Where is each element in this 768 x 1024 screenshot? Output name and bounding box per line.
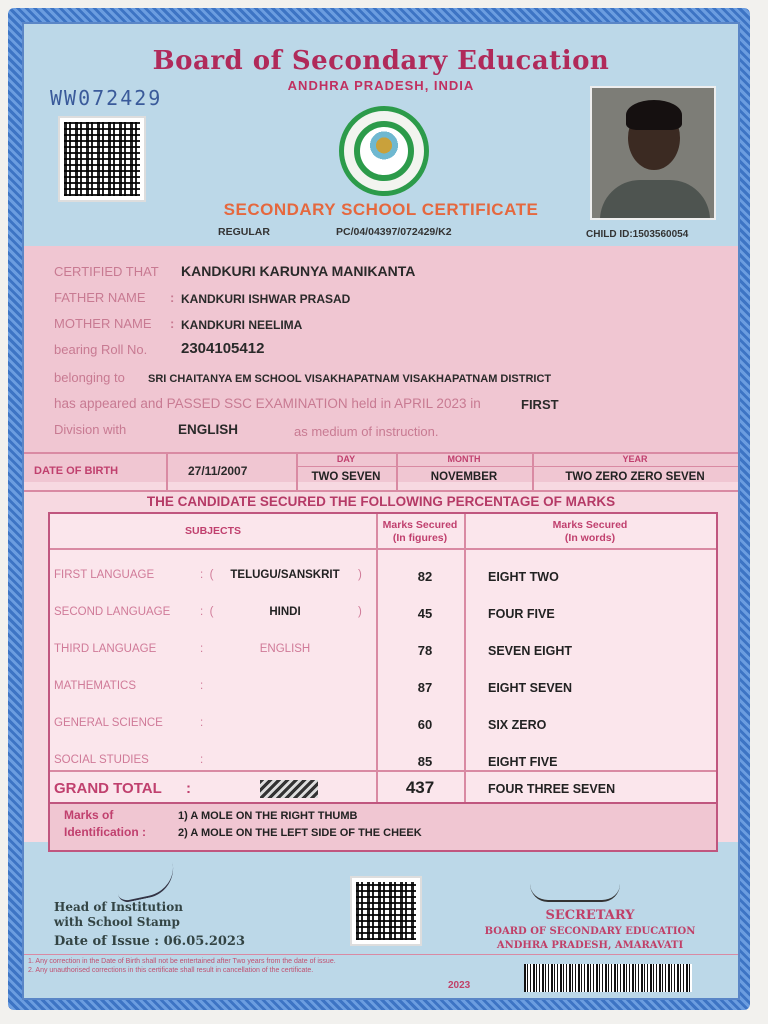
serial-number: WW072429 [50, 86, 163, 110]
subject-language: ENGLISH [259, 643, 311, 655]
ident-label-2: Identification : [64, 825, 146, 839]
headmistress-signature-icon [113, 860, 178, 904]
exam-type: REGULAR [218, 226, 270, 238]
day-label: DAY [336, 454, 356, 464]
col-words-1: Marks Secured [552, 519, 628, 531]
col-words-2: (In words) [564, 532, 616, 544]
marks-words: SEVEN EIGHT [488, 644, 573, 658]
school-stamp-label: with School Stamp [54, 915, 180, 929]
month-label: MONTH [447, 454, 481, 464]
passed-text: has appeared and PASSED SSC EXAMINATION held in APRIL 2023 in [54, 396, 481, 411]
board-subtitle: ANDHRA PRADESH, INDIA [287, 78, 475, 93]
certificate: Board of Secondary Education ANDHRA PRADESH, INDIA WW072429 SECONDARY SCHOOL CERTIFICATE REGULAR PC/04/04397/072429/K2 CHILD ID:1503560054 CERTIFIED THAT KANDKURI KARUNYA MANIKANTA FATHER NAME : KANDKURI ISHWAR PRASAD MOTHER NAME : KANDKURI NEELIMA bearing Roll No. 2304105412 belonging to SRI CHAITANYA EM SCHOOL VISAKHAPATNAM VISAKHAPATNAM DISTRICT has appeared and PASSED SSC EXAMINATION held in APRIL 2023 in FIRST Division with ENGLISH as medium of instruction. DATE OF BIRTH 27/11/2007 DAY TWO SEVEN MONTH NOVEMBER YEAR TWO ZERO ZERO SEVEN THE CANDIDATE SECURED THE FOLLOWING PERCENTAGE OF MARKS SUBJECTS Marks Secured (In figures) Marks Secured (In words) FIRST LANGUAGE : ( TELUGU/SANSKRIT ) 82 EIGHT TWO SECOND LANGUAGE : ( HINDI ) 45 FOUR FIVE THIRD LANGUAGE : ENGLISH 78 SEVEN EIGHT MATHEMATICS : 87 EIGHT SEVEN GENERAL SCIENCE : 60 SIX ZERO SOCIAL STUDIES : 85 EIGHT FIVE GRAND TOTAL : 437 FOUR THREE SEVEN Marks of Identification : 1) A MOLE ON THE RIGHT THUMB 2) A MOLE ON THE LEFT SIDE OF THE CHEEK Head of Institution with School Stamp Date of Issue : 06.05.2023 SECRETARY BOARD OF SECONDARY EDUCATION ANDHRA PRADESH, AMARAVATI 1. Any correction in the Date of Birth shall not be entertained after Two years from the date of issue. 2. Any unauthorised corrections in this certificate shall result in cancellation of the certificate. 2023 [22, 22, 740, 1000]
division: FIRST [521, 397, 559, 412]
marks-words: EIGHT TWO [488, 570, 559, 584]
footer-note-1: 1. Any correction in the Date of Birth shall not be entertained after Two years from the date of issue. [28, 958, 336, 965]
marks-words: EIGHT SEVEN [488, 681, 573, 695]
mother-name: KANDKURI NEELIMA [181, 318, 303, 332]
certificate-border [8, 8, 750, 1010]
grand-total-label: GRAND TOTAL [54, 780, 162, 797]
head-of-institution: Head of Institution [54, 900, 183, 914]
col-figures-2: (In figures) [392, 532, 448, 544]
belonging-label: belonging to [54, 370, 125, 385]
date-of-issue: Date of Issue : 06.05.2023 [54, 934, 245, 949]
marks-figures: 78 [417, 643, 433, 658]
marks-figures: 45 [417, 606, 433, 621]
certified-label: CERTIFIED THAT [54, 264, 159, 279]
marks-figures: 87 [417, 680, 433, 695]
dob-year: TWO ZERO ZERO SEVEN [565, 471, 705, 483]
board-title: Board of Secondary Education [152, 46, 610, 76]
dob-value: 27/11/2007 [188, 464, 248, 478]
division-label: Division with [54, 422, 127, 437]
dob-label: DATE OF BIRTH [34, 465, 119, 477]
subject-language: TELUGU/SANSKRIT [230, 569, 340, 581]
candidate-name: KANDKURI KARUNYA MANIKANTA [181, 263, 416, 279]
hologram-icon [260, 780, 318, 798]
state-emblem-icon [339, 106, 429, 196]
reference-number: PC/04/04397/072429/K2 [336, 226, 452, 238]
child-id: CHILD ID:1503560054 [586, 229, 689, 240]
subject-name: SOCIAL STUDIES [54, 754, 149, 766]
footer-note-2: 2. Any unauthorised corrections in this certificate shall result in cancellation of the certificate. [28, 967, 314, 974]
ident-mark-2: 2) A MOLE ON THE LEFT SIDE OF THE CHEEK [178, 827, 422, 839]
qr-code-icon [350, 876, 422, 946]
col-figures-1: Marks Secured [382, 519, 458, 531]
subject-name: THIRD LANGUAGE [54, 643, 157, 655]
subject-name: SECOND LANGUAGE [54, 606, 171, 618]
medium-label: as medium of instruction. [294, 424, 439, 439]
certificate-title: SECONDARY SCHOOL CERTIFICATE [223, 200, 539, 219]
subject-language: HINDI [269, 606, 301, 618]
marks-title: THE CANDIDATE SECURED THE FOLLOWING PERCENTAGE OF MARKS [146, 494, 616, 509]
subject-name: GENERAL SCIENCE [54, 717, 163, 729]
qr-code-icon [58, 116, 146, 202]
mother-label: MOTHER NAME [54, 316, 152, 331]
certificate-year: 2023 [448, 980, 471, 991]
grand-total-figures: 437 [405, 778, 435, 797]
secretary-title: SECRETARY [545, 908, 635, 923]
identification-marks [48, 802, 718, 852]
board-name: BOARD OF SECONDARY EDUCATION [484, 926, 696, 937]
footer-notes [28, 957, 482, 975]
roll-number: 2304105412 [181, 340, 265, 357]
medium: ENGLISH [178, 422, 239, 437]
marks-table: SUBJECTS Marks Secured (In figures) Marks Secured (In words) FIRST LANGUAGE : ( TELUGU/SANSKRIT ) 82 EIGHT TWO SECOND LANGUAGE : ( HINDI ) 45 FOUR FIVE THIRD LANGUAGE : ENGLISH 78 SEVEN EIGHT MATHEMATICS : 87 EIGHT SEVEN GENERAL SCIENCE : 60 SIX ZERO SOCIAL STUDIES : 85 EIGHT FIVE GRAND TOTAL : 437 FOUR THREE SEVEN [48, 512, 718, 810]
school-name: SRI CHAITANYA EM SCHOOL VISAKHAPATNAM VISAKHAPATNAM DISTRICT [148, 373, 552, 385]
father-label: FATHER NAME [54, 290, 146, 305]
ident-label-1: Marks of [64, 808, 114, 822]
col-subjects: SUBJECTS [184, 525, 241, 537]
subject-name: MATHEMATICS [54, 680, 136, 692]
year-label: YEAR [622, 454, 648, 464]
marks-words: FOUR FIVE [488, 607, 555, 621]
marks-figures: 60 [417, 717, 433, 732]
dob-month: NOVEMBER [430, 471, 498, 483]
board-location: ANDHRA PRADESH, AMARAVATI [496, 940, 684, 951]
dob-day: TWO SEVEN [311, 471, 381, 483]
subject-name: FIRST LANGUAGE [54, 569, 155, 581]
marks-words: SIX ZERO [488, 718, 547, 732]
grand-total-words: FOUR THREE SEVEN [488, 782, 616, 796]
secretary-signature-icon [530, 884, 620, 902]
marks-figures: 85 [417, 754, 433, 769]
roll-label: bearing Roll No. [54, 342, 148, 357]
candidate-band [24, 246, 738, 482]
barcode-icon [524, 964, 692, 992]
ident-mark-1: 1) A MOLE ON THE RIGHT THUMB [178, 810, 358, 822]
marks-words: EIGHT FIVE [488, 755, 558, 769]
father-name: KANDKURI ISHWAR PRASAD [181, 292, 351, 306]
marks-figures: 82 [417, 569, 433, 584]
